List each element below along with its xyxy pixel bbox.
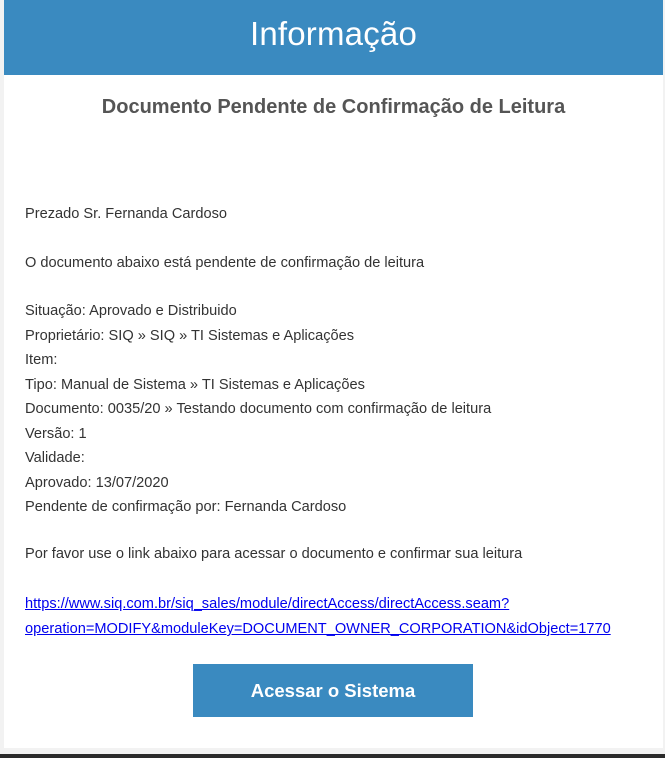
link-line-1[interactable]: https://www.siq.com.br/siq_sales/module/directAccess/directAccess.seam? [25, 596, 510, 612]
link-line-2[interactable]: operation=MODIFY&moduleKey=DOCUMENT_OWNER_CORPORATION&idObject=1770 [25, 621, 611, 637]
document-details [25, 299, 655, 520]
greeting-text: Prezado Sr. Fernanda Cardoso [25, 206, 227, 222]
detail-pendente: Pendente de confirmação por: Fernanda Cardoso [25, 499, 347, 515]
bottom-divider [0, 754, 665, 758]
instruction-text: Por favor use o link abaixo para acessar o documento e confirmar sua leitura [25, 546, 523, 562]
detail-versao: Versão: 1 [25, 425, 87, 442]
detail-situacao: Situação: Aprovado e Distribuido [25, 303, 237, 319]
detail-tipo: Tipo: Manual de Sistema » TI Sistemas e Aplicações [25, 376, 365, 393]
header-banner [4, 0, 663, 75]
email-card [4, 0, 663, 748]
document-access-link[interactable] [25, 592, 659, 642]
detail-documento: Documento: 0035/20 » Testando documento com confirmação de leitura [25, 401, 492, 417]
header-title: Informação [249, 14, 418, 52]
detail-validade: Validade: [25, 450, 85, 466]
detail-proprietario: Proprietário: SIQ » SIQ » TI Sistemas e Aplicações [25, 327, 355, 344]
detail-item: Item: [25, 352, 58, 368]
intro-text: O documento abaixo está pendente de confirmação de leitura [25, 255, 425, 271]
access-system-button[interactable]: Acessar o Sistema [193, 664, 473, 717]
detail-aprovado: Aprovado: 13/07/2020 [25, 474, 169, 491]
page-title: Documento Pendente de Confirmação de Leitura [101, 96, 566, 118]
